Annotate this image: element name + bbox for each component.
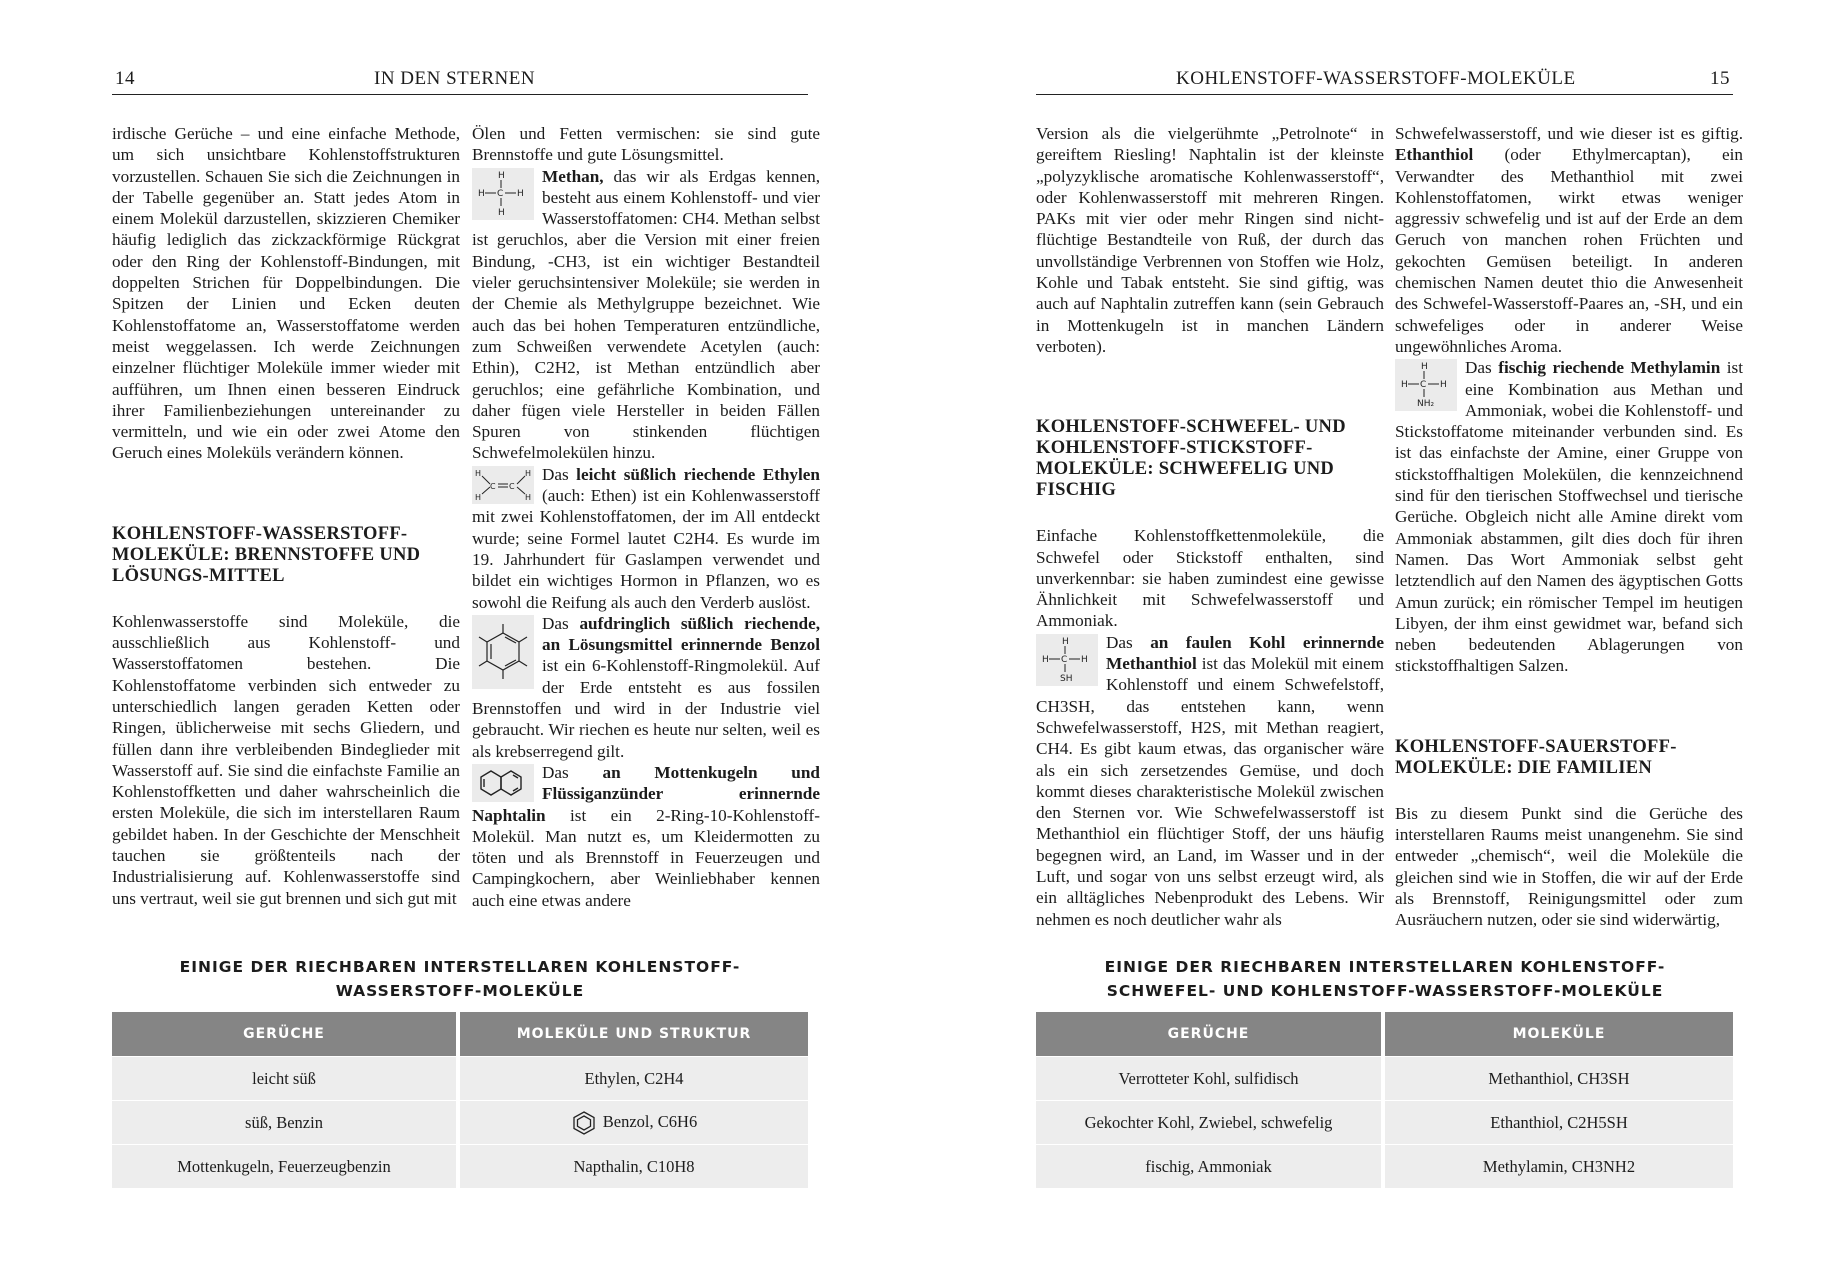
molecule-table-left [112, 1012, 808, 1188]
svg-text:H: H [1081, 654, 1088, 665]
svg-text:C: C [490, 481, 496, 491]
svg-text:C: C [1061, 654, 1068, 665]
table-header-row [1036, 1012, 1733, 1057]
svg-text:H: H [1421, 362, 1428, 373]
table-row [112, 1145, 808, 1189]
table-row [1036, 1101, 1733, 1145]
svg-text:H: H [1042, 654, 1049, 665]
running-header-left [112, 64, 808, 95]
bold-term: leicht süßlich riechende Ethylen [576, 464, 820, 484]
table-row [112, 1101, 808, 1145]
table-cell: Methanthiol, CH3SH [1383, 1057, 1733, 1101]
paragraph: ist ein 6-Kohlenstoff-Ringmolekül. Auf der Erde entsteht es aus fossilen Brennstoffen und wird in der Industrie viel gebraucht. Wir riechen es heute nur selten, weil es als krebserregend gilt. [472, 656, 820, 761]
paragraph: Kohlenwasserstoffe sind Moleküle, die ausschließlich aus Kohlenstoff- und Wasserstoffatomen bestehen. Die Kohlenstoffatome verbinden sich entweder zu unterschiedlich langen geraden Ketten oder Ringen, üblicherweise mit sechs Gliedern, und füllen dann ihre verbleibenden Bindeglieder mit Wasserstoff auf. Sie sind die einfachste Familie an Kohlenstoffketten und daher wahrscheinlich die ersten Moleküle, die sich im interstellaren Raum gebildet haben. In der Geschichte der Menschheit tauchen sie größtenteils nach der Industrialisierung auf. Kohlenwasserstoffe sind uns vertraut, weil sie gut brennen und sich gut mit [112, 611, 460, 908]
paragraph: das wir als Erdgas kennen, besteht aus einem Kohlenstoff- und vier Wasserstoffatomen: CH4. Methan selbst ist geruchlos, aber die Version mit einer freien Bindung, -CH3, ist ein wichtiger Bestandteil vieler geruchsintensiver Moleküle; sie werden in der Chemie als Methylgruppe bezeichnet. Wie auch das bei hohen Temperaturen entzündliche, zum Schweißen verwendete Acetylen (auch: Ethin), C2H2, ist Methan entzündlich aber geruchlos; eine gefährliche Kombination, und daher fügen viele Hersteller in beiden Fällen Spuren von stinkenden flüchtigen Schwefelmolekülen hinzu. [472, 166, 820, 463]
svg-text:SH: SH [1060, 673, 1073, 684]
paragraph: Ölen und Fetten vermischen: sie sind gute Brennstoffe und gute Lösungsmittel. [472, 124, 820, 165]
svg-text:H: H [1440, 380, 1447, 391]
text-run: Das [542, 762, 603, 782]
table-row [1036, 1145, 1733, 1189]
paragraph: ist eine Kombination aus Methan und Ammoniak, wobei die Kohlenstoff- und Stickstoffatome miteinander verbunden sind. Es ist das einfachste der Amine, einer Gruppe von stickstoffhaltigen Molekülen, die kennzeichnend sind für den tierischen Stoffwechsel und tierische Gerüche. Obgleich nicht alle Amine direkt vom Ammoniak abstammen, gilt dies doch für ihren Namen. Das Wort Ammoniak selbst geht letztendlich auf den Namen des ägyptischen Gotts Amun zurück; ein römischer Tempel im heutigen Libyen, der ihm einst gewidmet war, befand sich neben bedeutenden Ablagerungen von stickstoffhaltigen Salzen. [1395, 358, 1744, 676]
column-header: MOLEKÜLE UND STRUKTUR [458, 1012, 808, 1057]
table-cell: Gekochter Kohl, Zwiebel, schwefelig [1036, 1101, 1383, 1145]
svg-text:H: H [525, 468, 532, 478]
running-title: KOHLENSTOFF-WASSERSTOFF-MOLEKÜLE [1176, 68, 1576, 89]
page-number: 14 [115, 68, 135, 89]
bold-term: an faulen Kohl erinnernde Methanthiol [1106, 632, 1384, 674]
table-title-line: SCHWEFEL- UND KOHLENSTOFF-WASSERSTOFF-MOLEKÜLE [1106, 982, 1664, 1000]
column-header: GERÜCHE [1036, 1012, 1383, 1057]
table-title-line: EINIGE DER RIECHBAREN INTERSTELLAREN KOHLENSTOFF- [1104, 958, 1666, 976]
molecule-table-right [1036, 1012, 1733, 1188]
text-run: Das [1465, 358, 1499, 378]
paragraph: Schwefelwasserstoff, und wie dieser ist es giftig. [1395, 124, 1743, 143]
table-cell: leicht süß [112, 1057, 458, 1101]
naphthalene-structure-icon [472, 764, 534, 802]
bold-term: an Mottenkugeln und Flüssiganzünder erinnernde Naphtalin [472, 762, 820, 825]
table-cell: Napthalin, C10H8 [458, 1145, 808, 1189]
svg-text:H: H [475, 492, 482, 502]
svg-text:H: H [525, 492, 532, 502]
svg-text:H: H [475, 468, 482, 478]
svg-text:C: C [1420, 380, 1427, 391]
svg-text:H: H [498, 207, 505, 218]
page-number: 15 [1710, 68, 1730, 89]
column-header: MOLEKÜLE [1383, 1012, 1733, 1057]
table-cell: fischig, Ammoniak [1036, 1145, 1383, 1189]
svg-text:NH₂: NH₂ [1417, 399, 1435, 410]
right-column-1 [1036, 123, 1384, 930]
bold-term: Methan, [542, 166, 604, 186]
benzene-structure-icon [472, 615, 534, 689]
svg-text:H: H [1062, 636, 1069, 647]
right-column-2 [1395, 123, 1743, 931]
molecule-name: Benzol, C6H6 [602, 1111, 698, 1131]
paragraph: Einfache Kohlenstoffkettenmoleküle, die Schwefel oder Stickstoff enthalten, sind unverkennbar: sie haben zumindest eine gewisse Ähnlichkeit mit Schwefelwasserstoff und Ammoniak. [1036, 526, 1384, 631]
methylamine-structure-icon [1395, 359, 1457, 411]
text-run: Das [542, 613, 580, 633]
paragraph: ist das Molekül mit einem Kohlenstoff und einem Schwefelstoff, CH3SH, das entstehen kann, wenn Schwefelwasserstoff, H2S, mit Methan reagiert, CH4. Es gibt kaum etwas, das organischer wäre als ein sich zersetzendes Gemüse, und doch kommt dieses charakteristische Molekül zwischen den Sternen vor. Wie Schwefelwasserstoff ist Methanthiol ein flüchtiger Stoff, der uns häufig begegnen wird, an Land, im Wasser und in der Luft, und sogar von uns selbst erzeugt wird, als ein alltägliches Nebenprodukt des Lebens. Wir nehmen es noch deutlicher wahr als [1036, 654, 1384, 929]
table-title [1085, 955, 1685, 1003]
methanethiol-structure-icon [1036, 634, 1098, 686]
left-column-1 [112, 123, 460, 909]
table-cell [458, 1101, 808, 1145]
svg-text:H: H [498, 170, 505, 181]
table-cell: Verrotteter Kohl, sulfidisch [1036, 1057, 1383, 1101]
ethylene-structure-icon [472, 466, 534, 504]
table-cell: Methylamin, CH3NH2 [1383, 1145, 1733, 1189]
running-header-right [1036, 64, 1733, 95]
right-page [915, 0, 1830, 1280]
paragraph: irdische Gerüche – und eine einfache Methode, um sich unsichtbare Kohlenstoffstrukturen vorzustellen. Schauen Sie sich die Zeichnungen in der Tabelle gegenüber an. Statt jedes Atom in einem Molekül darzustellen, skizzieren Chemiker häufig lediglich das zickzackförmige Rückgrat oder den Ring der Kohlenstoff-Bindungen, mit doppelten Strichen für Doppelbindungen. Die Spitzen der Linien und Ecken deuten Kohlenstoffatome an, Wasserstoffatome werden meist weggelassen. Ich werde Zeichnungen einzelner flüchtiger Moleküle immer wieder mit aufführen, um Ihnen einen besseren Eindruck ihrer Familienbeziehungen untereinander zu vermitteln, und wie ein oder zwei Atome den Geruch eines Moleküls verändern können. [112, 124, 460, 463]
section-heading: KOHLENSTOFF-SCHWEFEL- UND KOHLENSTOFF-STICKSTOFF-MOLEKÜLE: SCHWEFELIG UND FISCHIG [1036, 417, 1346, 501]
svg-text:H: H [1401, 380, 1408, 391]
paragraph: Version als die vielgerühmte „Petrolnote“ in gereiftem Riesling! Naphtalin ist der kleinste „polyzyklische aromatische Kohlenwasserstoff“, oder Kohlenwasserstoff mit mehreren Ringen. PAKs mit vier oder mehr Ringen sind nicht-flüchtige Bestandteile von Ruß, der durch das unvollständige Verbrennen von Stoffen wie Holz, Kohle und Tabak entsteht. Sie sind giftig, was auch auf Naphtalin zutreffen kann (sein Gebrauch in Mottenkugeln ist in manchen Ländern verboten). [1036, 124, 1384, 356]
svg-text:H: H [478, 188, 485, 199]
table-row [1036, 1057, 1733, 1101]
left-column-2 [472, 123, 820, 911]
benzene-ring-icon [571, 1110, 597, 1136]
table-cell: Ethylen, C2H4 [458, 1057, 808, 1101]
table-cell: Ethanthiol, C2H5SH [1383, 1101, 1733, 1145]
table-header-row [112, 1012, 808, 1057]
running-title: IN DEN STERNEN [374, 68, 536, 89]
table-cell: Mottenkugeln, Feuerzeugbenzin [112, 1145, 458, 1189]
section-heading: KOHLENSTOFF-SAUERSTOFF-MOLEKÜLE: DIE FAMILIEN [1395, 736, 1677, 778]
methane-structure-icon [472, 168, 534, 220]
text-run: Das [1106, 632, 1151, 652]
paragraph: (oder Ethylmercaptan), ein Verwandter des Methanthiol mit zwei Kohlenstoffatomen, wirkt etwas weniger aggressiv schwefelig und ist auf der Erde an dem Geruch von manchen rohen Früchten und gekochten Gemüsen beteiligt. In anderen chemischen Namen deutet thio die Anwesenheit des Schwefel-Wasserstoff-Paares an, -SH, und ein schwefeliges oder in anderer Weise ungewöhnliches Aroma. [1395, 145, 1743, 356]
bold-term: Ethanthiol [1395, 145, 1474, 165]
paragraph: (auch: Ethen) ist ein Kohlenwasserstoff mit zwei Kohlenstoffatomen, der im All entdeckt wurde; seine Formel lautet C2H4. Es wurde im 19. Jahrhundert für Gaslampen verwendet und bildet ein wichtiges Hormon in Pflanzen, wo es sowohl die Reifung als auch den Verderb auslöst. [472, 486, 820, 612]
table-cell: süß, Benzin [112, 1101, 458, 1145]
paragraph: Bis zu diesem Punkt sind die Gerüche des interstellaren Raums meist unangenehm. Sie sind entweder „chemisch“, weil die Moleküle die gleichen sind wie in Stoffen, die wir auf der Erde als Brennstoff, Reinigungsmittel oder zum Ausräuchern nutzen, oder sie sind widerwärtig, [1395, 803, 1743, 930]
svg-text:H: H [517, 188, 524, 199]
column-header: GERÜCHE [112, 1012, 458, 1057]
table-title-line: EINIGE DER RIECHBAREN INTERSTELLAREN KOHLENSTOFF- [179, 958, 741, 976]
table-title [160, 955, 760, 1003]
paragraph: ist ein 2-Ring-10-Kohlenstoff-Molekül. Man nutzt es, um Kleidermotten zu töten und als Brennstoff in Feuerzeugen und Campingkochern, aber Weinliebhaber kennen auch eine etwas andere [472, 805, 820, 910]
bold-term: fischig riechende Methylamin [1498, 358, 1721, 378]
svg-text:C: C [497, 188, 504, 199]
table-row [112, 1057, 808, 1101]
bold-term: aufdringlich süßlich riechende, an Lösungsmittel erinnernde Benzol [542, 613, 820, 655]
section-heading: KOHLENSTOFF-WASSERSTOFF-MOLEKÜLE: BRENNSTOFFE UND LÖSUNGS-MITTEL [112, 523, 421, 586]
table-title-line: WASSERSTOFF-MOLEKÜLE [335, 982, 585, 1000]
text-run: Das [542, 464, 577, 484]
svg-text:C: C [509, 481, 515, 491]
